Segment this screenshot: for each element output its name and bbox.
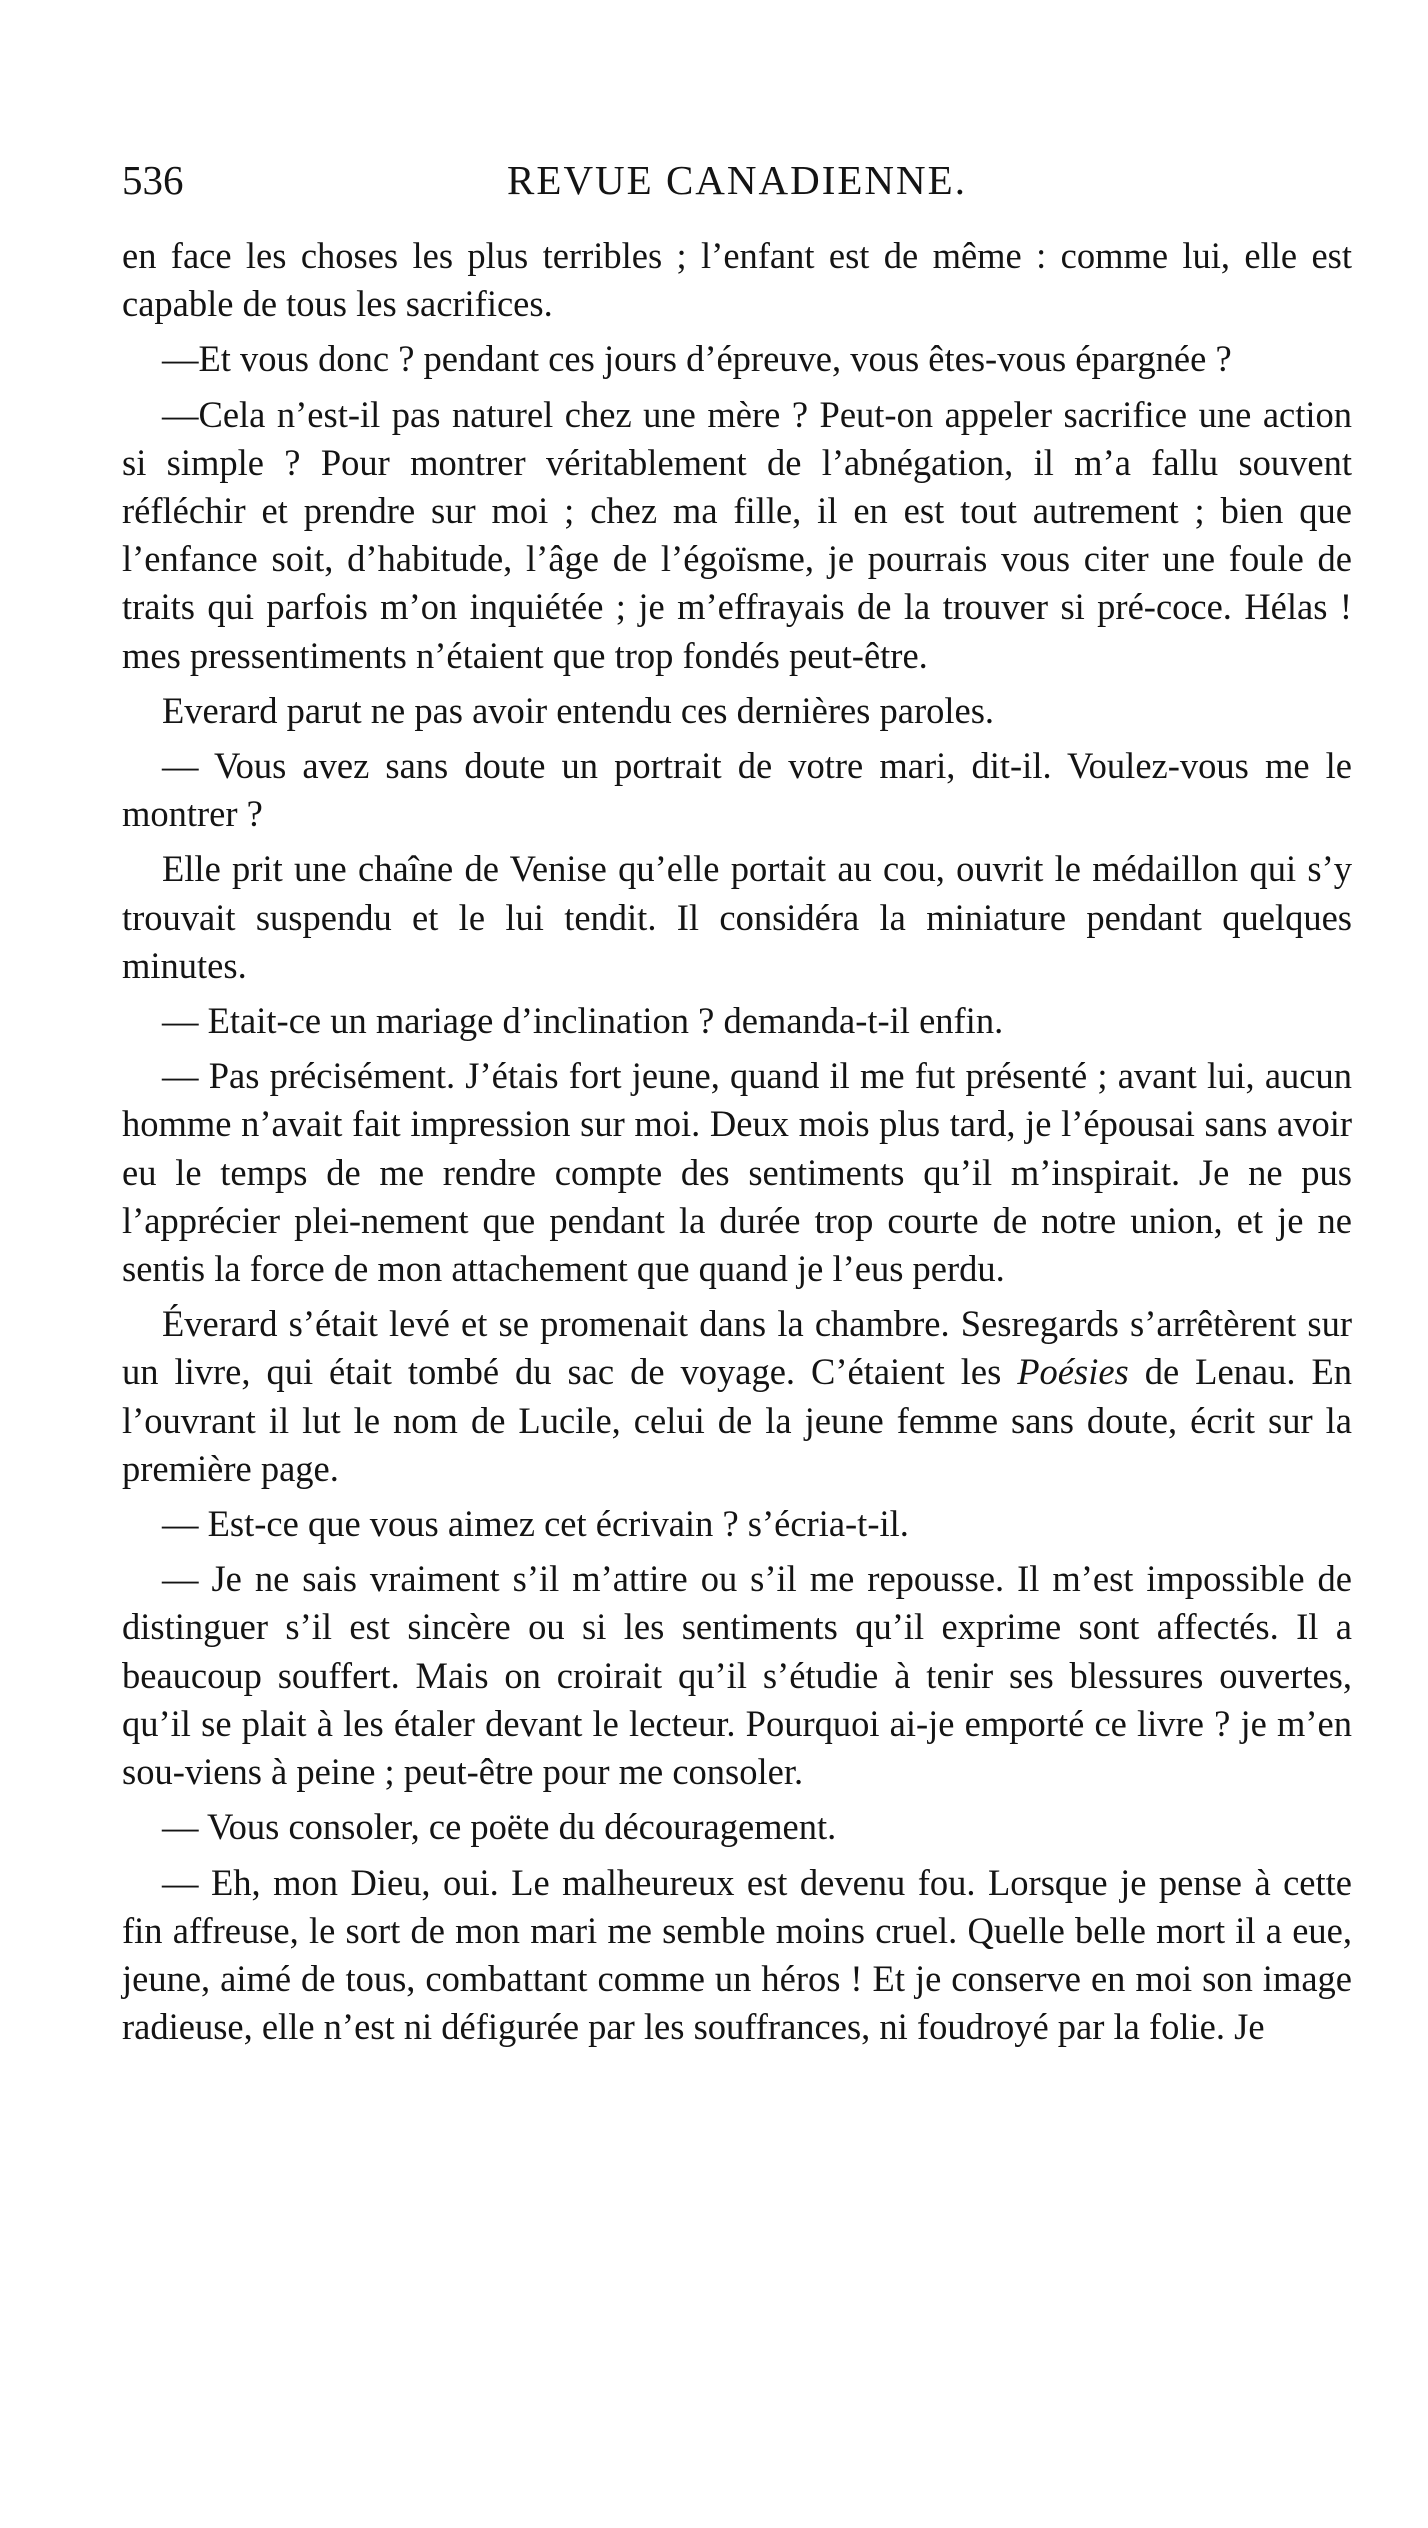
paragraph: — Vous avez sans doute un portrait de votre mari, dit-il. Voulez-vous me le montrer ?: [122, 745, 1352, 835]
paragraph: — Pas précisément. J’étais fort jeune, quand il me fut présenté ; avant lui, aucun homme n’avait fait impression sur moi. Deux mois plus tard, je l’épousai sans avoir eu le temps de me rendre compte des sentiments qu’il m’inspirait. Je ne pus l’apprécier plei-nement que pendant la durée trop courte de notre union, et je ne sentis la force de mon attachement que quand je l’eus perdu.: [122, 1055, 1352, 1290]
paragraph: Everard parut ne pas avoir entendu ces dernières paroles.: [162, 689, 995, 731]
paragraph: — Eh, mon Dieu, oui. Le malheureux est devenu fou. Lorsque je pense à cette fin affreuse, le sort de mon mari me semble moins cruel. Quelle belle mort il a eue, jeune, aimé de tous, combattant comme un héros ! Et je conserve en moi son image radieuse, elle n’est ni défigurée par les souffrances, ni foudroyé par la folie. Je: [122, 1861, 1352, 2048]
book-title-italic: Poésies: [1017, 1351, 1129, 1393]
page-header: [122, 150, 1352, 210]
paragraph: —Et vous donc ? pendant ces jours d’épreuve, vous êtes-vous épargnée ?: [162, 338, 1232, 380]
paragraph: [122, 1300, 1352, 1493]
paragraph: — Est-ce que vous aimez cet écrivain ? s’écria-t-il.: [162, 1503, 909, 1545]
paragraph: — Vous consoler, ce poëte du découragement.: [162, 1806, 837, 1848]
paragraph: — Je ne sais vraiment s’il m’attire ou s’il me repousse. Il m’est impossible de distinguer s’il est sincère ou si les sentiments qu’il exprime sont affectés. Il a beaucoup souffert. Mais on croirait qu’il s’étudie à tenir ses blessures ouvertes, qu’il se plait à les étaler devant le lecteur. Pourquoi ai-je emporté ce livre ? je m’en sou-viens à peine ; peut-être pour me consoler.: [122, 1558, 1352, 1793]
paragraph: en face les choses les plus terribles ; l’enfant est de même : comme lui, elle est capable de tous les sacrifices.: [122, 235, 1352, 325]
paragraph-text: de Lenau. En l’ouvrant il lut le nom de Lucile, celui de la jeune femme sans doute, écrit sur la première page.: [122, 1351, 1352, 1489]
paragraph: —Cela n’est-il pas naturel chez une mère ? Peut-on appeler sacrifice une action si simple ? Pour montrer véritablement de l’abnégation, il m’a fallu souvent réfléchir et prendre sur moi ; chez ma fille, il en est tout autrement ; bien que l’enfance soit, d’habitude, l’âge de l’égoïsme, je pourrais vous citer une foule de traits qui parfois m’on inquiétée ; je m’effrayais de la trouver si pré-coce. Hélas ! mes pressentiments n’étaient que trop fondés peut-être.: [122, 393, 1352, 676]
running-title: REVUE CANADIENNE.: [507, 157, 967, 203]
body-text: [122, 232, 1352, 2058]
paragraph: — Etait-ce un mariage d’inclination ? demanda-t-il enfin.: [162, 1000, 1004, 1042]
paragraph-text: Éverard s’était levé et se promenait dans la chambre. Sesregards s’arrêtèrent sur un livre, qui était tombé du sac de voyage. C’étaient les: [122, 1303, 1352, 1393]
paragraph: Elle prit une chaîne de Venise qu’elle portait au cou, ouvrit le médaillon qui s’y trouvait suspendu et le lui tendit. Il considéra la miniature pendant quelques minutes.: [122, 848, 1352, 986]
page-number: 536: [122, 157, 184, 203]
